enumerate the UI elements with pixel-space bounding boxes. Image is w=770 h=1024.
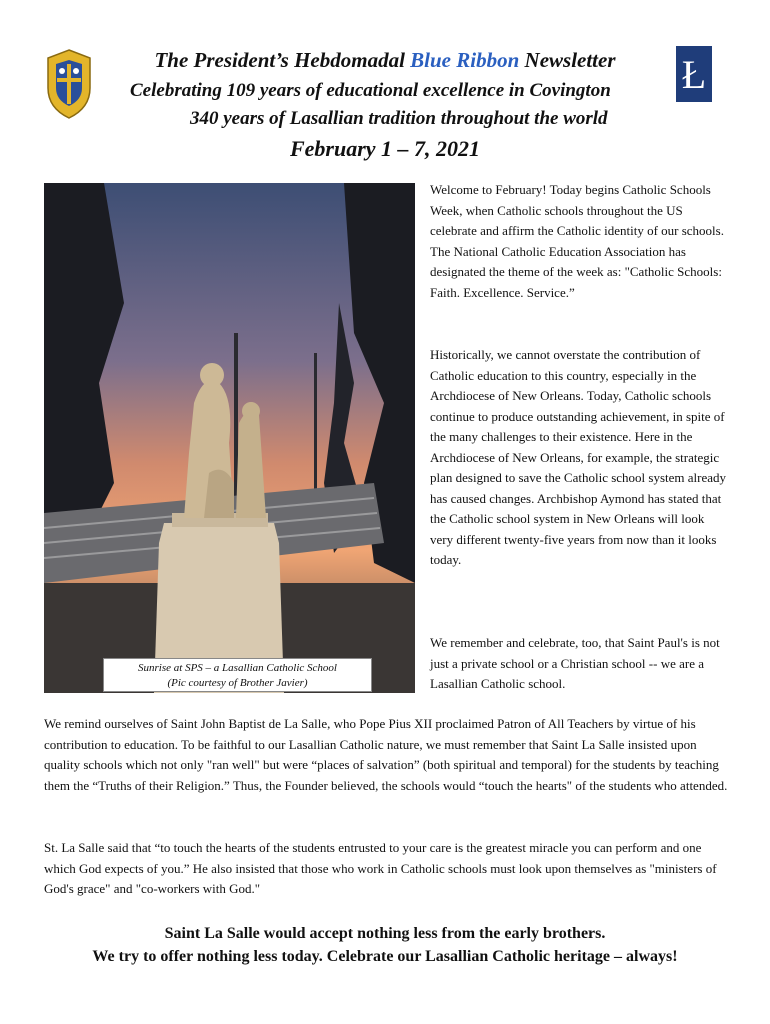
closing-line-2: We try to offer nothing less today. Celebrate our Lasallian Catholic heritage – always!: [92, 948, 678, 965]
paragraph-remember: We remember and celebrate, too, that Saint Paul's is not just a private school or a Christian school -- we are a Lasallian Catholic school.: [430, 635, 720, 691]
closing-statement: [0, 922, 770, 968]
newsletter-title: [0, 48, 770, 73]
paragraph-historically: Historically, we cannot overstate the contribution of Catholic education to this country, especially in the Archdiocese of New Orleans. Today, Catholic schools continue to produce outstanding achievement, in spite of the many challenges to their existence. Here in the Archdiocese of New Orleans, for example, the strategic plan designed to save the Catholic school system already has caused changes. Archbishop Aymond has stated that the Catholic school system in New Orleans will look very different twenty-five years from now than it looks today.: [430, 347, 727, 567]
sunrise-statue-photo: [44, 183, 415, 693]
title-part-1: The President’s Hebdomadal: [154, 48, 411, 72]
paragraph-welcome: Welcome to February! Today begins Catholic Schools Week, when Catholic schools throughout the US celebrate and affirm the Catholic identity of our schools. The National Catholic Education Association has designated the theme of the week as: "Catholic Schools: Faith. Excellence. Service.”: [430, 182, 724, 300]
newsletter-date: February 1 – 7, 2021: [289, 136, 481, 161]
subtitle-tradition: 340 years of Lasallian tradition throughout the world: [190, 108, 608, 129]
paragraph-quote: St. La Salle said that “to touch the hearts of the students entrusted to your care is the greatest miracle you can perform and one which God expects of you.” He also insisted that those who work in Catholic schools must look upon themselves as "ministers of God's grace" and "co-workers with God.": [44, 840, 717, 896]
caption-line-1: Sunrise at SPS – a Lasallian Catholic School: [138, 662, 337, 674]
title-part-2: Newsletter: [519, 48, 616, 72]
closing-line-1: Saint La Salle would accept nothing less from the early brothers.: [164, 925, 606, 942]
photo-caption: [103, 658, 372, 692]
title-blue-ribbon: Blue Ribbon: [410, 48, 520, 72]
logo-letter: Ł: [681, 51, 707, 97]
paragraph-la-salle: We remind ourselves of Saint John Baptist de La Salle, who Pope Pius XII proclaimed Patron of All Teachers by virtue of his contribution to education. To be faithful to our Lasallian Catholic nature, we must remember that Saint La Salle insisted upon quality schools which not only "ran well" but were “places of salvation” (both spiritual and temporal) for the students by teaching them the “Truths of their Religion.” Thus, the Founder believed, the schools would “touch the hearts" of the students who attended.: [44, 716, 728, 793]
caption-line-2: (Pic courtesy of Brother Javier): [167, 677, 308, 689]
subtitle-celebrating: Celebrating 109 years of educational excellence in Covington: [130, 80, 611, 101]
